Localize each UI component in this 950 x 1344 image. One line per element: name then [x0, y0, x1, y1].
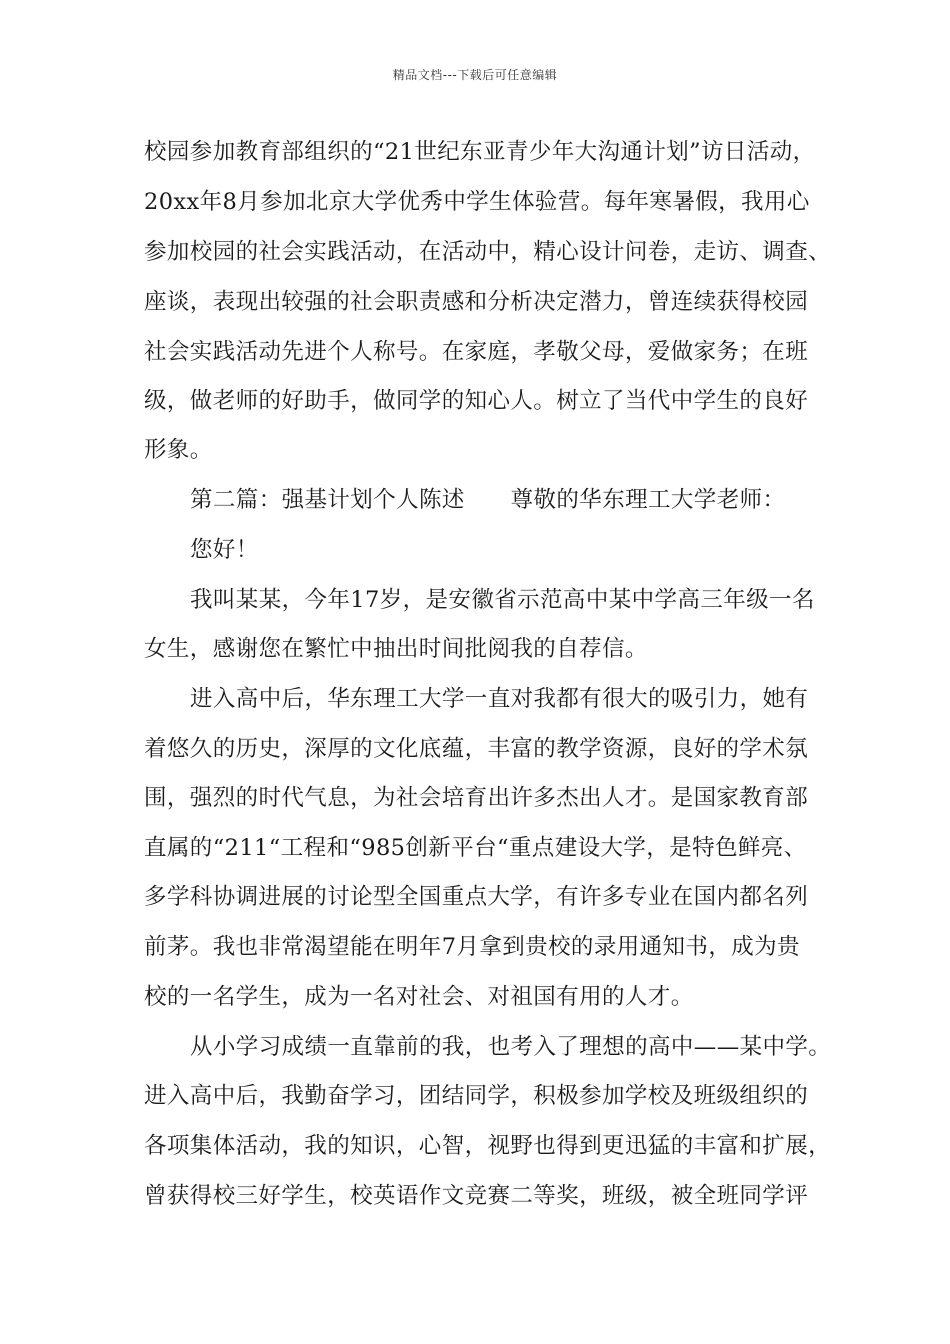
text-line: 座谈，表现出较强的社会职责感和分析决定潜力，曾连续获得校园 [144, 289, 809, 315]
text-line: 20xx年8月参加北京大学优秀中学生体验营。每年寒暑假，我用心 [144, 189, 810, 215]
text-line: 女生，感谢您在繁忙中抽出时间批阅我的自荐信。 [144, 636, 648, 662]
text-line: 形象。 [144, 437, 213, 463]
page-header: 精品文档---下载后可任意编辑 [392, 68, 558, 82]
salutation: 您好！ [190, 537, 259, 563]
text-line: 直属的“211“工程和“985创新平台“重点建设大学，是特色鲜亮、 [144, 835, 807, 861]
text-line: 校园参加教育部组织的“21世纪东亚青少年大沟通计划”访日活动， [144, 139, 816, 165]
text-line: 社会实践活动先进个人称号。在家庭，孝敬父母，爱做家务；在班 [144, 339, 809, 365]
section-heading: 第二篇：强基计划个人陈述 尊敬的华东理工大学老师： [190, 487, 786, 513]
text-line: 进入高中后，华东理工大学一直对我都有很大的吸引力，她有 [190, 686, 809, 712]
text-line: 多学科协调进展的讨论型全国重点大学，有许多专业在国内都名列 [144, 884, 809, 910]
text-line: 我叫某某，今年17岁，是安徽省示范高中某中学高三年级一名 [190, 587, 815, 613]
text-line: 前茅。我也非常渴望能在明年7月拿到贵校的录用通知书，成为贵 [144, 934, 800, 960]
text-line: 各项集体活动，我的知识，心智，视野也得到更迅猛的丰富和扩展， [144, 1133, 832, 1159]
text-line: 进入高中后，我勤奋学习，团结同学，积极参加学校及班级组织的 [144, 1083, 809, 1109]
text-line: 着悠久的历史，深厚的文化底蕴，丰富的教学资源，良好的学术氛 [144, 736, 809, 762]
text-line: 围，强烈的时代气息，为社会培育出许多杰出人才。是国家教育部 [144, 785, 809, 811]
text-line: 参加校园的社会实践活动，在活动中，精心设计问卷，走访、调查、 [144, 239, 832, 265]
text-line: 曾获得校三好学生，校英语作文竞赛二等奖，班级，被全班同学评 [144, 1183, 809, 1209]
text-line: 级，做老师的好助手，做同学的知心人。树立了当代中学生的良好 [144, 388, 809, 414]
text-line: 从小学习成绩一直靠前的我，也考入了理想的高中——某中学。 [190, 1034, 832, 1060]
text-line: 校的一名学生，成为一名对社会、对祖国有用的人才。 [144, 984, 694, 1010]
